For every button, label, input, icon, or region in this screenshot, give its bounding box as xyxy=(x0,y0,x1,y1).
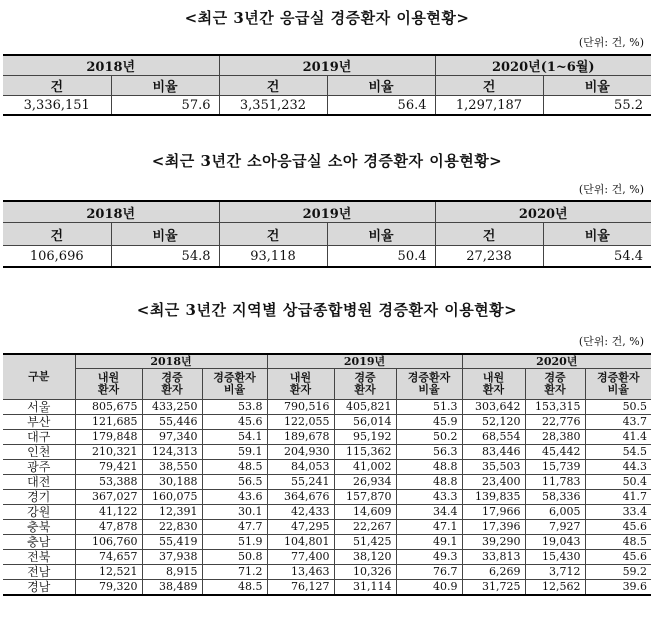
table-cell: 19,043 xyxy=(525,535,585,550)
region-cell: 부산 xyxy=(3,415,75,430)
region-cell: 경남 xyxy=(3,580,75,596)
table-cell: 41.4 xyxy=(585,430,651,445)
count-header: 건 xyxy=(3,223,111,246)
table-row xyxy=(3,580,651,596)
table-cell: 30,188 xyxy=(142,475,202,490)
table-cell: 104,801 xyxy=(267,535,334,550)
table-row xyxy=(3,520,651,535)
table-cell: 56.4 xyxy=(327,96,435,116)
table-cell: 97,340 xyxy=(142,430,202,445)
table-cell: 139,835 xyxy=(462,490,525,505)
table-cell: 59.1 xyxy=(202,445,267,460)
table-cell: 28,380 xyxy=(525,430,585,445)
table-row xyxy=(3,535,651,550)
table-cell: 54.4 xyxy=(543,246,651,268)
table-cell: 50.4 xyxy=(327,246,435,268)
table-cell: 95,192 xyxy=(334,430,396,445)
table-cell: 10,326 xyxy=(334,565,396,580)
unit-label: (단위: 건, %) xyxy=(578,183,644,196)
table-cell: 6,005 xyxy=(525,505,585,520)
table-cell: 48.8 xyxy=(396,460,462,475)
table-cell: 41,002 xyxy=(334,460,396,475)
table-cell: 51.3 xyxy=(396,400,462,415)
table-cell: 45.9 xyxy=(396,415,462,430)
table-cell: 77,400 xyxy=(267,550,334,565)
table-cell: 93,118 xyxy=(219,246,327,268)
mild-ratio-header: 경증환자 비율 xyxy=(202,369,267,400)
visit-patients-header: 내원 환자 xyxy=(75,369,142,400)
table-cell: 55,241 xyxy=(267,475,334,490)
table-row xyxy=(3,565,651,580)
region-cell: 강원 xyxy=(3,505,75,520)
table-cell: 45,442 xyxy=(525,445,585,460)
regional-tertiary-hospital-table xyxy=(3,353,651,596)
table-cell: 160,075 xyxy=(142,490,202,505)
table-cell: 124,313 xyxy=(142,445,202,460)
table-cell: 42,433 xyxy=(267,505,334,520)
table-cell: 56,014 xyxy=(334,415,396,430)
table-cell: 14,609 xyxy=(334,505,396,520)
table-cell: 55,446 xyxy=(142,415,202,430)
visit-patients-header: 내원 환자 xyxy=(267,369,334,400)
table-row xyxy=(3,430,651,445)
table-row xyxy=(3,96,651,116)
table-cell: 50.8 xyxy=(202,550,267,565)
count-header: 건 xyxy=(3,76,111,96)
table-cell: 53,388 xyxy=(75,475,142,490)
ratio-header: 비율 xyxy=(543,223,651,246)
count-header: 건 xyxy=(435,223,543,246)
table-cell: 55,419 xyxy=(142,535,202,550)
table-cell: 122,055 xyxy=(267,415,334,430)
table-cell: 51.9 xyxy=(202,535,267,550)
year-header: 2019년 xyxy=(267,354,462,369)
region-cell: 대구 xyxy=(3,430,75,445)
table-cell: 210,321 xyxy=(75,445,142,460)
table-cell: 3,336,151 xyxy=(3,96,111,116)
table-cell: 38,489 xyxy=(142,580,202,596)
table-cell: 45.6 xyxy=(585,520,651,535)
table-cell: 47.1 xyxy=(396,520,462,535)
table-cell: 54.1 xyxy=(202,430,267,445)
region-cell: 충북 xyxy=(3,520,75,535)
table-cell: 106,760 xyxy=(75,535,142,550)
table-cell: 22,830 xyxy=(142,520,202,535)
table-cell: 47,295 xyxy=(267,520,334,535)
year-header: 2019년 xyxy=(219,55,435,76)
table-cell: 39,290 xyxy=(462,535,525,550)
table-cell: 405,821 xyxy=(334,400,396,415)
region-cell: 전남 xyxy=(3,565,75,580)
table-cell: 27,238 xyxy=(435,246,543,268)
ratio-header: 비율 xyxy=(111,76,219,96)
table-cell: 50.2 xyxy=(396,430,462,445)
table-cell: 23,400 xyxy=(462,475,525,490)
mild-ratio-header: 경증환자 비율 xyxy=(396,369,462,400)
emergency-mild-patients-table xyxy=(3,54,651,116)
table-cell: 38,550 xyxy=(142,460,202,475)
table-cell: 47,878 xyxy=(75,520,142,535)
table-row xyxy=(3,246,651,268)
table-cell: 48.5 xyxy=(202,460,267,475)
table-cell: 79,421 xyxy=(75,460,142,475)
table-row xyxy=(3,550,651,565)
table-row xyxy=(3,400,651,415)
table-cell: 49.1 xyxy=(396,535,462,550)
table-row xyxy=(3,445,651,460)
visit-patients-header: 내원 환자 xyxy=(462,369,525,400)
ratio-header: 비율 xyxy=(111,223,219,246)
table-cell: 43.3 xyxy=(396,490,462,505)
region-cell: 충남 xyxy=(3,535,75,550)
year-header: 2020년(1~6월) xyxy=(435,55,651,76)
table-cell: 79,320 xyxy=(75,580,142,596)
table-cell: 55.2 xyxy=(543,96,651,116)
table-cell: 3,351,232 xyxy=(219,96,327,116)
table-cell: 26,934 xyxy=(334,475,396,490)
mild-patients-header: 경증 환자 xyxy=(334,369,396,400)
table-cell: 34.4 xyxy=(396,505,462,520)
year-header: 2019년 xyxy=(219,201,435,223)
table-cell: 59.2 xyxy=(585,565,651,580)
table-cell: 50.4 xyxy=(585,475,651,490)
table-cell: 74,657 xyxy=(75,550,142,565)
region-cell: 인천 xyxy=(3,445,75,460)
table-cell: 31,725 xyxy=(462,580,525,596)
ratio-header: 비율 xyxy=(543,76,651,96)
table-row xyxy=(3,505,651,520)
table-cell: 13,463 xyxy=(267,565,334,580)
table-cell: 30.1 xyxy=(202,505,267,520)
table-cell: 76,127 xyxy=(267,580,334,596)
region-cell: 전북 xyxy=(3,550,75,565)
table-cell: 53.8 xyxy=(202,400,267,415)
table-cell: 121,685 xyxy=(75,415,142,430)
table-cell: 38,120 xyxy=(334,550,396,565)
table-cell: 367,027 xyxy=(75,490,142,505)
table-cell: 39.6 xyxy=(585,580,651,596)
table-cell: 33.4 xyxy=(585,505,651,520)
table-cell: 15,430 xyxy=(525,550,585,565)
table-cell: 790,516 xyxy=(267,400,334,415)
ratio-header: 비율 xyxy=(327,223,435,246)
region-cell: 대전 xyxy=(3,475,75,490)
table-cell: 433,250 xyxy=(142,400,202,415)
mild-patients-header: 경증 환자 xyxy=(525,369,585,400)
pediatric-mild-patients-table xyxy=(3,200,651,268)
regional-tertiary-hospital-title: <최근 3년간 지역별 상급종합병원 경증환자 이용현황> xyxy=(136,301,518,319)
table-cell: 51,425 xyxy=(334,535,396,550)
table-cell: 44.3 xyxy=(585,460,651,475)
table-cell: 48.5 xyxy=(202,580,267,596)
table-cell: 52,120 xyxy=(462,415,525,430)
table-cell: 157,870 xyxy=(334,490,396,505)
table-row xyxy=(3,415,651,430)
table-cell: 805,675 xyxy=(75,400,142,415)
table-cell: 48.8 xyxy=(396,475,462,490)
table-cell: 56.5 xyxy=(202,475,267,490)
table-cell: 364,676 xyxy=(267,490,334,505)
year-header: 2018년 xyxy=(3,201,219,223)
table-cell: 40.9 xyxy=(396,580,462,596)
table-cell: 12,521 xyxy=(75,565,142,580)
table-cell: 179,848 xyxy=(75,430,142,445)
table-cell: 303,642 xyxy=(462,400,525,415)
table-cell: 48.5 xyxy=(585,535,651,550)
emergency-mild-patients-title: <최근 3년간 응급실 경증환자 이용현황> xyxy=(184,9,470,27)
count-header: 건 xyxy=(219,76,327,96)
ratio-header: 비율 xyxy=(327,76,435,96)
table-cell: 17,396 xyxy=(462,520,525,535)
table-cell: 115,362 xyxy=(334,445,396,460)
table-cell: 37,938 xyxy=(142,550,202,565)
table-cell: 47.7 xyxy=(202,520,267,535)
table-row xyxy=(3,460,651,475)
table-cell: 68,554 xyxy=(462,430,525,445)
table-cell: 3,712 xyxy=(525,565,585,580)
table-cell: 106,696 xyxy=(3,246,111,268)
table-row xyxy=(3,475,651,490)
table-cell: 84,053 xyxy=(267,460,334,475)
table-cell: 12,562 xyxy=(525,580,585,596)
year-header: 2018년 xyxy=(3,55,219,76)
table-cell: 41,122 xyxy=(75,505,142,520)
table-cell: 45.6 xyxy=(585,550,651,565)
unit-label: (단위: 건, %) xyxy=(578,335,644,348)
region-cell: 서울 xyxy=(3,400,75,415)
table-cell: 22,267 xyxy=(334,520,396,535)
table-cell: 12,391 xyxy=(142,505,202,520)
count-header: 건 xyxy=(219,223,327,246)
table-cell: 41.7 xyxy=(585,490,651,505)
table-cell: 76.7 xyxy=(396,565,462,580)
region-cell: 광주 xyxy=(3,460,75,475)
pediatric-mild-patients-title: <최근 3년간 소아응급실 소아 경증환자 이용현황> xyxy=(151,152,503,170)
table-cell: 49.3 xyxy=(396,550,462,565)
year-header: 2020년 xyxy=(435,201,651,223)
count-header: 건 xyxy=(435,76,543,96)
table-cell: 7,927 xyxy=(525,520,585,535)
table-cell: 31,114 xyxy=(334,580,396,596)
table-cell: 33,813 xyxy=(462,550,525,565)
unit-label: (단위: 건, %) xyxy=(578,36,644,49)
year-header: 2020년 xyxy=(462,354,651,369)
table-cell: 45.6 xyxy=(202,415,267,430)
table-cell: 35,503 xyxy=(462,460,525,475)
mild-patients-header: 경증 환자 xyxy=(142,369,202,400)
table-cell: 153,315 xyxy=(525,400,585,415)
table-cell: 22,776 xyxy=(525,415,585,430)
table-cell: 43.6 xyxy=(202,490,267,505)
table-cell: 189,678 xyxy=(267,430,334,445)
table-row xyxy=(3,490,651,505)
table-cell: 57.6 xyxy=(111,96,219,116)
table-cell: 58,336 xyxy=(525,490,585,505)
table-cell: 1,297,187 xyxy=(435,96,543,116)
mild-ratio-header: 경증환자 비율 xyxy=(585,369,651,400)
table-cell: 83,446 xyxy=(462,445,525,460)
table-cell: 11,783 xyxy=(525,475,585,490)
table-cell: 54.8 xyxy=(111,246,219,268)
table-cell: 43.7 xyxy=(585,415,651,430)
table-cell: 50.5 xyxy=(585,400,651,415)
table-cell: 54.5 xyxy=(585,445,651,460)
table-cell: 8,915 xyxy=(142,565,202,580)
table-cell: 56.3 xyxy=(396,445,462,460)
table-cell: 15,739 xyxy=(525,460,585,475)
table-cell: 71.2 xyxy=(202,565,267,580)
table-cell: 6,269 xyxy=(462,565,525,580)
table-cell: 204,930 xyxy=(267,445,334,460)
region-cell: 경기 xyxy=(3,490,75,505)
year-header: 2018년 xyxy=(75,354,267,369)
table-cell: 17,966 xyxy=(462,505,525,520)
region-header: 구분 xyxy=(3,354,75,400)
